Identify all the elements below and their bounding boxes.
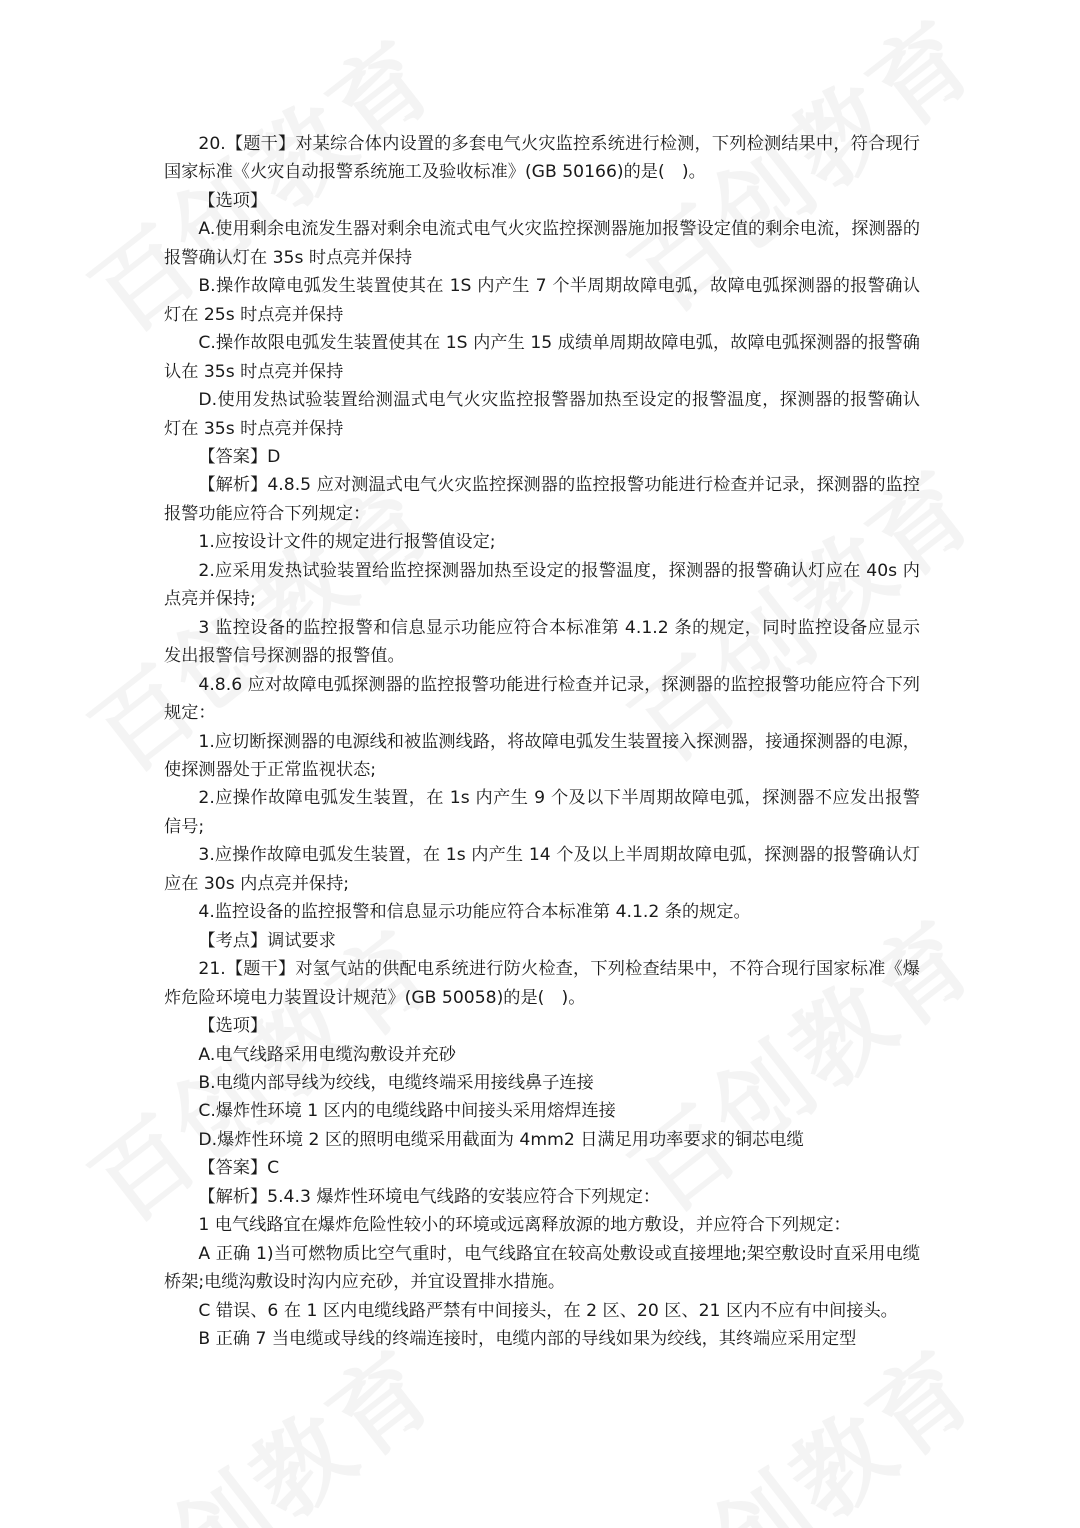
q20-analysis-item: 1.应按设计文件的规定进行报警值设定; — [198, 532, 496, 553]
q21-analysis-item: B 正确 7 当电缆或导线的终端连接时，电缆内部的导线如果为绞线，其终端应采用定型 — [198, 1329, 857, 1350]
document-body — [164, 130, 920, 1353]
q21-analysis: 【解析】5.4.3 爆炸性环境电气线路的安装应符合下列规定： — [198, 1186, 661, 1207]
q21-analysis-item: 1 电气线路宜在爆炸危险性较小的环境或远离释放源的地方敷设，并应符合下列规定： — [198, 1215, 851, 1236]
q21-options-heading: 【选项】 — [198, 1016, 268, 1037]
q20-analysis-item: 2.应操作故障电弧发生装置，在 1s 内产生 9 个及以下半周期故障电弧，探测器不应发出报警信号; — [164, 788, 920, 837]
q21-option-b: B.电缆内部导线为绞线，电缆终端采用接线鼻子连接 — [198, 1072, 594, 1093]
q20-analysis-item: 3 监控设备的监控报警和信息显示功能应符合本标准第 4.1.2 条的规定，同时监控设备应显示发出报警信号探测器的报警值。 — [164, 617, 920, 667]
q20-option-a: A.使用剩余电流发生器对剩余电流式电气火灾监控探测器施加报警设定值的剩余电流，探测器的报警确认灯在 35s 时点亮并保持 — [164, 219, 921, 268]
q21-analysis-item: C 错误、6 在 1 区内电缆线路严禁有中间接头，在 2 区、20 区、21 区内不应有中间接头。 — [198, 1300, 898, 1321]
q20-analysis-item: 3.应操作故障电弧发生装置，在 1s 内产生 14 个及以上半周期故障电弧，探测器的报警确认灯应在 30s 内点亮并保持; — [164, 845, 920, 894]
q20-key-point: 【考点】调试要求 — [198, 930, 336, 951]
q21-answer: 【答案】C — [198, 1158, 280, 1179]
q20-option-c: C.操作故限电弧发生装置使其在 1S 内产生 15 成绩单周期故障电弧，故障电弧探测器的报警确认在 35s 时点亮并保持 — [164, 333, 920, 382]
q20-stem: 20.【题干】对某综合体内设置的多套电气火灾监控系统进行检测，下列检测结果中，符合现行国家标准《火灾自动报警系统施工及验收标准》(GB 50166)的是( )。 — [164, 134, 920, 183]
q20-option-d: D.使用发热试验装置给测温式电气火灾监控报警器加热至设定的报警温度，探测器的报警确认灯在 35s 时点亮并保持 — [164, 390, 920, 439]
q21-analysis-item: A 正确 1)当可燃物质比空气重时，电气线路宜在较高处敷设或直接埋地;架空敷设时直采用电缆桥架;电缆沟敷设时沟内应充砂，并宜设置排水措施。 — [164, 1243, 920, 1293]
q21-option-c: C.爆炸性环境 1 区内的电缆线路中间接头采用熔焊连接 — [198, 1101, 616, 1122]
q20-analysis-item: 4.监控设备的监控报警和信息显示功能应符合本标准第 4.1.2 条的规定。 — [198, 902, 751, 923]
q20-analysis-item: 2.应采用发热试验装置给监控探测器加热至设定的报警温度，探测器的报警确认灯应在 40s 内点亮并保持; — [164, 560, 920, 610]
q20-answer: 【答案】D — [198, 446, 281, 467]
q21-stem: 21.【题干】对氢气站的供配电系统进行防火检查，下列检查结果中，不符合现行国家标准《爆炸危险环境电力装置设计规范》(GB 50058)的是( )。 — [164, 959, 920, 1008]
q20-analysis: 【解析】4.8.5 应对测温式电气火灾监控探测器的监控报警功能进行检查并记录，探测器的监控报警功能应符合下列规定： — [164, 475, 920, 524]
q20-analysis-clause: 4.8.6 应对故障电弧探测器的监控报警功能进行检查并记录，探测器的监控报警功能应符合下列规定： — [164, 674, 920, 724]
q20-option-b: B.操作故障电弧发生装置使其在 1S 内产生 7 个半周期故障电弧，故障电弧探测器的报警确认灯在 25s 时点亮并保持 — [164, 276, 920, 325]
q21-option-d: D.爆炸性环境 2 区的照明电缆采用截面为 4mm2 日满足用功率要求的铜芯电缆 — [198, 1129, 804, 1150]
q21-option-a: A.电气线路采用电缆沟敷设并充砂 — [198, 1044, 456, 1065]
q20-analysis-item: 1.应切断探测器的电源线和被监测线路，将故障电弧发生装置接入探测器，接通探测器的电源，使探测器处于正常监视状态; — [164, 731, 920, 780]
q20-options-heading: 【选项】 — [198, 190, 268, 211]
